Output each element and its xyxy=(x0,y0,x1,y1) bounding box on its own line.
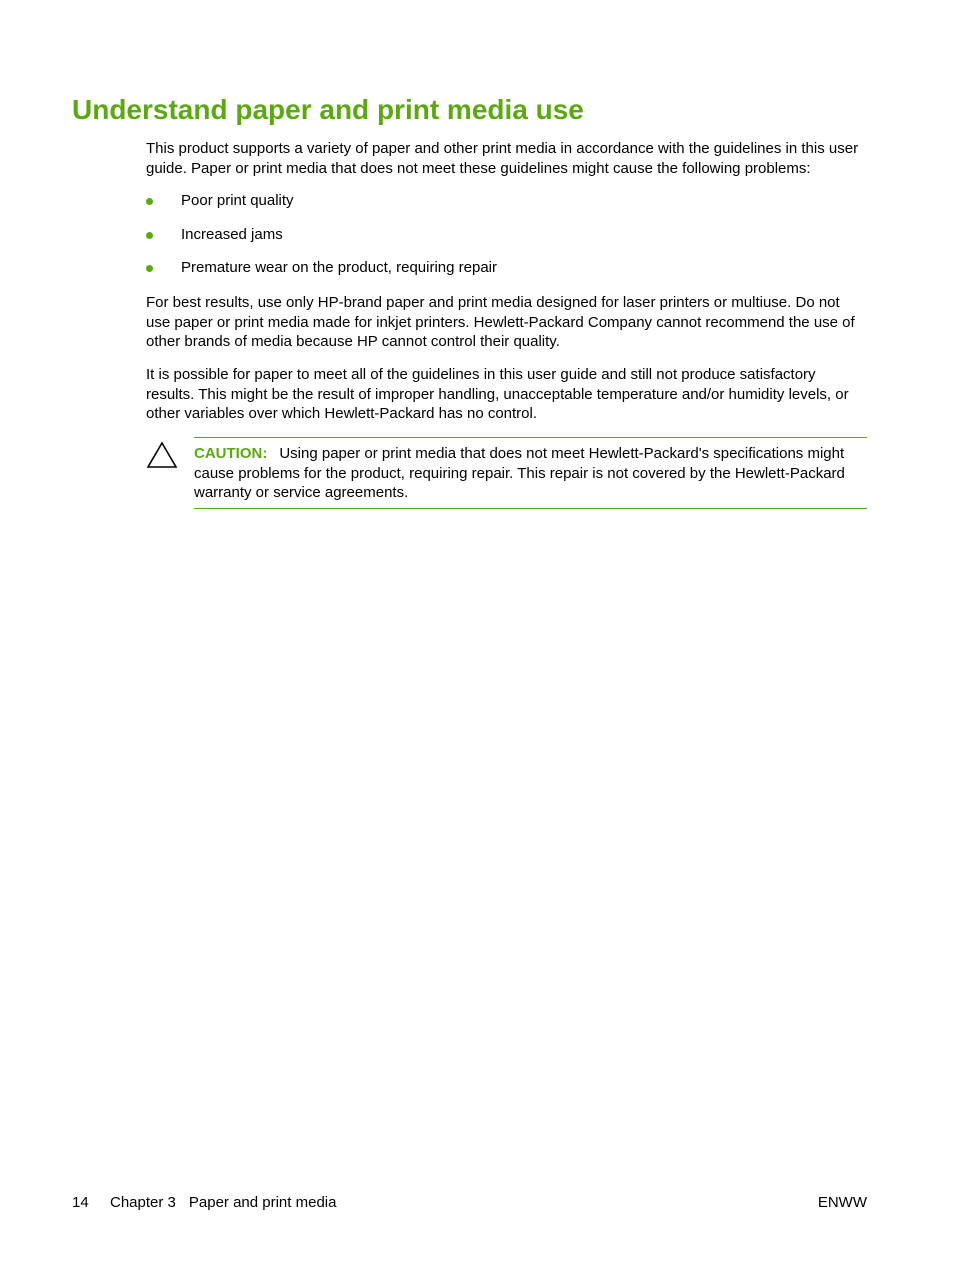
chapter-label: Chapter 3 xyxy=(110,1194,176,1211)
caution-message: Using paper or print media that does not meet Hewlett-Packard's specifications might cause problems for the product, requiring repair. This repair is not covered by the Hewlett-Packard warranty or service agreements. xyxy=(194,445,845,502)
chapter-title: Paper and print media xyxy=(188,1194,337,1211)
caution-label: CAUTION: xyxy=(194,445,268,462)
bullet-icon xyxy=(146,198,153,205)
page-number: 14 xyxy=(72,1194,89,1211)
guidelines-paragraph: It is possible for paper to meet all of the guidelines in this user guide and still not produce satisfactory results. This might be the result of improper handling, unacceptable temperature and/or humidity levels, or other variables over which Hewlett-Packard has no control. xyxy=(146,366,849,423)
recommendation-paragraph: For best results, use only HP-brand paper and print media designed for laser printers or multiuse. Do not use paper or print media made for inkjet printers. Hewlett-Packard Company cannot recommend the use of other brands of media because HP cannot control their quality. xyxy=(146,294,855,351)
footer-left xyxy=(72,1193,336,1213)
list-item-text: Poor print quality xyxy=(181,192,294,209)
caution-note xyxy=(194,437,867,509)
intro-paragraph: This product supports a variety of paper and other print media in accordance with the guidelines in this user guide. Paper or print media that does not meet these guidelines might cause the following problems: xyxy=(146,140,859,177)
warning-triangle-icon xyxy=(146,441,178,469)
list-item xyxy=(146,225,868,259)
list-item-text: Increased jams xyxy=(181,225,283,243)
problems-list xyxy=(146,191,868,292)
bullet-icon xyxy=(146,265,153,272)
page-title: Understand paper and print media use xyxy=(72,94,584,125)
bullet-icon xyxy=(146,232,153,239)
list-item xyxy=(146,258,868,292)
edition-code: ENWW xyxy=(817,1194,867,1211)
caution-text-block xyxy=(194,438,867,503)
list-item xyxy=(146,191,868,225)
list-item-text: Premature wear on the product, requiring repair xyxy=(181,259,497,276)
